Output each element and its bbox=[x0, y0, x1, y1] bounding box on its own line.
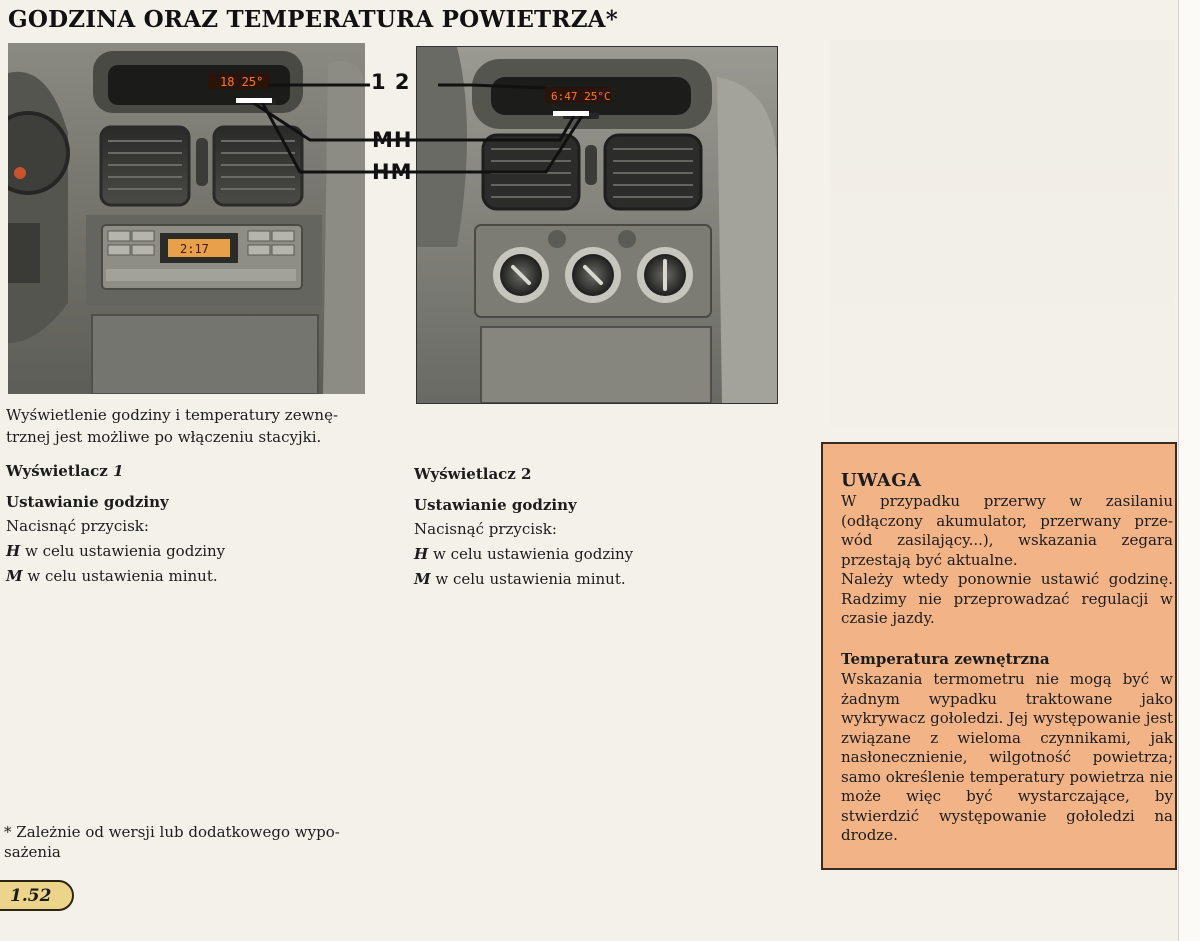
note-title: UWAGA bbox=[841, 470, 922, 491]
footnote-line-2: sażenia bbox=[4, 843, 61, 861]
note-paragraph-1: W przypadku przerwy w zasilaniu (odłączony akumulator, przerwany prze-wód zasilający...), wskazania zegara przestają być aktualne. bbox=[841, 492, 1173, 569]
display-1-press: Nacisnąć przycisk: bbox=[6, 517, 149, 535]
display-1-heading: Wyświetlacz 1 bbox=[6, 462, 124, 480]
display-1-subheading: Ustawianie godziny bbox=[6, 493, 169, 511]
display-2-heading: Wyświetlacz 2 bbox=[414, 465, 532, 483]
page-number-tab bbox=[0, 880, 74, 911]
callout-label-1-2: 1 2 bbox=[371, 70, 411, 94]
display-2-h-instruction: H w celu ustawienia godziny bbox=[414, 545, 634, 563]
radio-readout: 2:17 bbox=[180, 242, 209, 256]
display-2-press: Nacisnąć przycisk: bbox=[414, 520, 557, 538]
warning-note-box bbox=[821, 442, 1177, 870]
display-2-subheading: Ustawianie godziny bbox=[414, 496, 577, 514]
note-paragraph-3: Wskazania termometru nie mogą być w żadnym wypadku traktowane jako wykrywacz gołoledzi. Jej występowanie jest związane z wieloma czynnikami, jak nasłonecznienie, wilgotność powietrza; samo określenie temperatury powietrza nie może więc być wystarczające, by stwierdzić występowanie gołoledzi na drodze. bbox=[841, 670, 1173, 844]
intro-line-2: trznej jest możliwe po włączeniu stacyjki. bbox=[6, 428, 322, 446]
display-2-section bbox=[414, 463, 633, 590]
intro-paragraph bbox=[6, 404, 338, 448]
photo1-readout: 18 25° bbox=[220, 75, 264, 89]
footnote-line-1: * Zależnie od wersji lub dodatkowego wypo- bbox=[4, 823, 340, 841]
note-paragraph-2: Należy wtedy ponownie ustawić godzinę. Radzimy nie przeprowadzać regulacji w czasie jazdy. bbox=[841, 570, 1173, 627]
photo2-readout: 6:47 25°C bbox=[551, 90, 611, 103]
display-2-m-instruction: M w celu ustawienia minut. bbox=[414, 570, 626, 588]
page-title: GODZINA ORAZ TEMPERATURA POWIETRZA* bbox=[8, 6, 618, 33]
display-1-m-instruction: M w celu ustawienia minut. bbox=[6, 567, 218, 585]
callout-label-mh: MH bbox=[372, 128, 413, 152]
callout-label-hm: HM bbox=[372, 160, 413, 184]
note-subtitle: Temperatura zewnętrzna bbox=[841, 650, 1050, 668]
page-number: 1.52 bbox=[10, 886, 52, 906]
footnote bbox=[4, 822, 340, 862]
display-1-section bbox=[6, 460, 225, 587]
intro-line-1: Wyświetlenie godziny i temperatury zewnę- bbox=[6, 406, 339, 424]
display-1-h-instruction: H w celu ustawienia godziny bbox=[6, 542, 226, 560]
